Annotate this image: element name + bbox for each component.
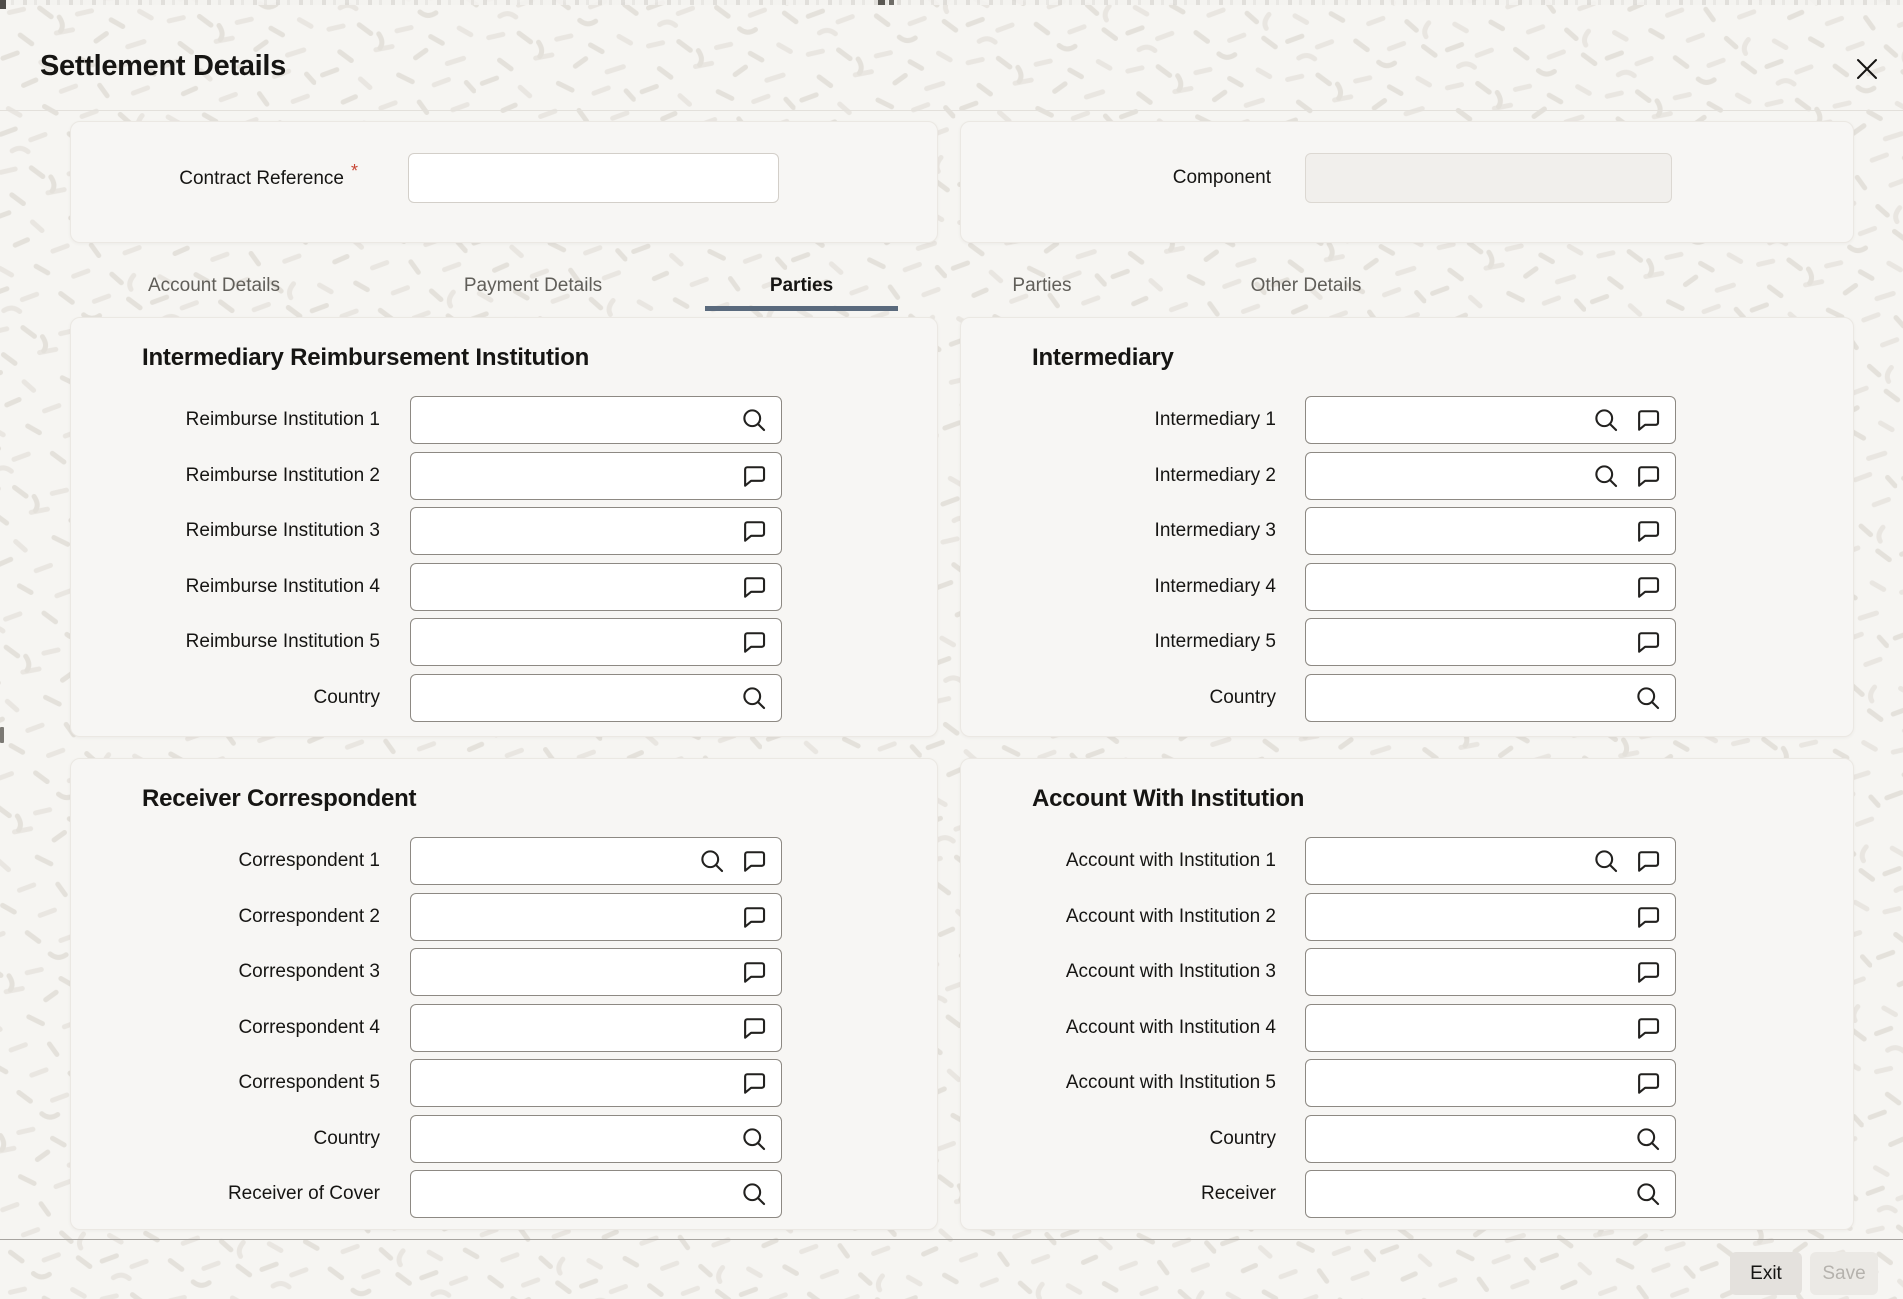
- intermediary-5-input[interactable]: [1305, 618, 1676, 666]
- section-receiver-correspondent: [70, 758, 938, 1230]
- country-input[interactable]: [1305, 674, 1676, 722]
- receiver-of-cover-input[interactable]: [410, 1170, 782, 1218]
- field-label: Reimburse Institution 2: [185, 464, 380, 486]
- top-left-artifact: [0, 0, 6, 9]
- field-input-wrap: [1305, 674, 1676, 722]
- field-input-wrap: [1305, 1004, 1676, 1052]
- account-with-institution-2-input[interactable]: [1305, 893, 1676, 941]
- field-row: [961, 618, 1853, 666]
- field-row: [961, 893, 1853, 941]
- field-row: [961, 507, 1853, 555]
- comment-icon[interactable]: [740, 573, 768, 601]
- field-label: Reimburse Institution 5: [185, 631, 380, 652]
- account-with-institution-5-input[interactable]: [1305, 1059, 1676, 1107]
- field-label: Account with Institution 3: [1065, 961, 1276, 982]
- field-row: [71, 1170, 937, 1218]
- field-input-wrap: [1305, 1115, 1676, 1163]
- field-label: Account with Institution 5: [1065, 1072, 1276, 1093]
- tab-bar: [0, 265, 1903, 317]
- comment-icon[interactable]: [740, 462, 768, 490]
- field-label: Account with Institution 4: [1065, 1016, 1276, 1038]
- comment-icon[interactable]: [1634, 903, 1662, 931]
- field-input-wrap: [1305, 893, 1676, 941]
- field-input-wrap: [1305, 948, 1676, 996]
- receiver-input[interactable]: [1305, 1170, 1676, 1218]
- field-row: [961, 1170, 1853, 1218]
- field-row: [71, 1059, 937, 1107]
- intermediary-1-input[interactable]: [1305, 396, 1676, 444]
- field-row: [71, 507, 937, 555]
- intermediary-3-input[interactable]: [1305, 507, 1676, 555]
- search-icon[interactable]: [1592, 406, 1620, 434]
- field-label: Reimburse Institution 1: [185, 409, 380, 430]
- comment-icon[interactable]: [1634, 958, 1662, 986]
- comment-icon[interactable]: [740, 958, 768, 986]
- comment-icon[interactable]: [1634, 847, 1662, 875]
- field-row: [71, 563, 937, 611]
- field-label: Intermediary 1: [1154, 409, 1276, 430]
- field-label: Intermediary 5: [1154, 631, 1276, 652]
- field-label: Country: [1209, 686, 1276, 708]
- header-divider: [0, 110, 1903, 111]
- account-with-institution-4-input[interactable]: [1305, 1004, 1676, 1052]
- field-row: [961, 1004, 1853, 1052]
- country-input[interactable]: [410, 674, 782, 722]
- field-label: Correspondent 4: [238, 1016, 380, 1038]
- country-input[interactable]: [1305, 1115, 1676, 1163]
- section-intermediary: [960, 317, 1854, 737]
- field-label: Receiver of Cover: [227, 1183, 380, 1204]
- field-row: [71, 948, 937, 996]
- comment-icon[interactable]: [740, 1014, 768, 1042]
- field-input-wrap: [1305, 396, 1676, 444]
- reimburse-institution-4-input[interactable]: [410, 563, 782, 611]
- save-button[interactable]: Save: [1810, 1252, 1878, 1295]
- account-with-institution-3-input[interactable]: [1305, 948, 1676, 996]
- field-row: [71, 452, 937, 500]
- component-card: [960, 121, 1854, 243]
- tab-parties-2[interactable]: Parties: [1012, 275, 1072, 296]
- comment-icon[interactable]: [1634, 517, 1662, 545]
- comment-icon[interactable]: [1634, 628, 1662, 656]
- search-icon[interactable]: [740, 1125, 768, 1153]
- field-row: [71, 893, 937, 941]
- comment-icon[interactable]: [740, 903, 768, 931]
- intermediary-2-input[interactable]: [1305, 452, 1676, 500]
- top-artifact: [889, 0, 894, 5]
- field-input-wrap: [410, 1115, 782, 1163]
- field-input-wrap: [410, 452, 782, 500]
- field-input-wrap: [1305, 507, 1676, 555]
- field-row: [71, 1115, 937, 1163]
- tab-other-details[interactable]: Other Details: [1250, 275, 1362, 296]
- field-input-wrap: [410, 674, 782, 722]
- comment-icon[interactable]: [740, 847, 768, 875]
- field-row: [71, 837, 937, 885]
- field-row: [961, 674, 1853, 722]
- field-label: Receiver: [1201, 1183, 1276, 1204]
- section-intermediary-reimbursement-institution: [70, 317, 938, 737]
- component-label: Component: [1172, 167, 1271, 188]
- section-title: Intermediary: [1032, 344, 1174, 371]
- field-row: [71, 396, 937, 444]
- section-title: Intermediary Reimbursement Institution: [142, 344, 590, 371]
- search-icon[interactable]: [740, 406, 768, 434]
- field-label: Country: [313, 686, 380, 708]
- country-input[interactable]: [410, 1115, 782, 1163]
- comment-icon[interactable]: [740, 517, 768, 545]
- section-title: Receiver Correspondent: [142, 785, 417, 812]
- field-input-wrap: [410, 893, 782, 941]
- comment-icon[interactable]: [740, 1069, 768, 1097]
- footer-divider: [0, 1239, 1903, 1240]
- field-label: Reimburse Institution 3: [185, 520, 380, 541]
- field-input-wrap: [410, 396, 782, 444]
- field-row: [961, 563, 1853, 611]
- correspondent-2-input[interactable]: [410, 893, 782, 941]
- field-row: [71, 618, 937, 666]
- field-row: [961, 452, 1853, 500]
- contract-reference-input[interactable]: [408, 153, 779, 203]
- field-input-wrap: [1305, 1170, 1676, 1218]
- field-label: Correspondent 2: [238, 905, 380, 927]
- comment-icon[interactable]: [740, 628, 768, 656]
- field-row: [71, 674, 937, 722]
- left-edge-artifact: [0, 727, 4, 743]
- field-label: Account with Institution 2: [1065, 905, 1276, 927]
- field-input-wrap: [410, 618, 782, 666]
- search-icon[interactable]: [740, 684, 768, 712]
- tab-account-details[interactable]: Account Details: [147, 275, 280, 296]
- search-icon[interactable]: [698, 847, 726, 875]
- reimburse-institution-5-input[interactable]: [410, 618, 782, 666]
- field-row: [961, 1115, 1853, 1163]
- field-input-wrap: [1305, 618, 1676, 666]
- field-label: Intermediary 3: [1154, 520, 1276, 541]
- comment-icon[interactable]: [1634, 1069, 1662, 1097]
- reimburse-institution-1-input[interactable]: [410, 396, 782, 444]
- tab-parties[interactable]: Parties: [705, 265, 898, 307]
- field-input-wrap: [410, 1004, 782, 1052]
- field-label: Intermediary 4: [1154, 575, 1276, 597]
- correspondent-3-input[interactable]: [410, 948, 782, 996]
- search-icon[interactable]: [1592, 462, 1620, 490]
- search-icon[interactable]: [740, 1180, 768, 1208]
- component-input: [1305, 153, 1672, 203]
- field-input-wrap: [410, 507, 782, 555]
- page-title: Settlement Details: [40, 50, 287, 82]
- field-label: Account with Institution 1: [1065, 850, 1276, 871]
- search-icon[interactable]: [1592, 847, 1620, 875]
- field-label: Country: [1209, 1127, 1276, 1149]
- exit-button[interactable]: Exit: [1730, 1252, 1802, 1295]
- comment-icon[interactable]: [1634, 1014, 1662, 1042]
- field-label: Correspondent 3: [238, 961, 380, 982]
- field-input-wrap: [410, 837, 782, 885]
- comment-icon[interactable]: [1634, 406, 1662, 434]
- required-asterisk: *: [350, 161, 358, 181]
- reimburse-institution-3-input[interactable]: [410, 507, 782, 555]
- field-input-wrap: [410, 1170, 782, 1218]
- page-top-sliver: [0, 0, 1903, 5]
- field-label: Intermediary 2: [1154, 464, 1276, 486]
- contract-reference-label: Contract Reference *: [179, 161, 358, 189]
- field-label: Reimburse Institution 4: [185, 575, 380, 597]
- comment-icon[interactable]: [1634, 462, 1662, 490]
- field-label: Correspondent 5: [238, 1072, 380, 1093]
- field-row: [961, 948, 1853, 996]
- contract-reference-card: [70, 121, 938, 243]
- field-row: [961, 837, 1853, 885]
- section-title: Account With Institution: [1032, 785, 1305, 812]
- intermediary-4-input[interactable]: [1305, 563, 1676, 611]
- field-input-wrap: [1305, 563, 1676, 611]
- correspondent-5-input[interactable]: [410, 1059, 782, 1107]
- search-icon[interactable]: [1634, 684, 1662, 712]
- field-input-wrap: [410, 948, 782, 996]
- field-input-wrap: [1305, 1059, 1676, 1107]
- field-input-wrap: [410, 563, 782, 611]
- field-input-wrap: [1305, 452, 1676, 500]
- account-with-institution-1-input[interactable]: [1305, 837, 1676, 885]
- correspondent-1-input[interactable]: [410, 837, 782, 885]
- correspondent-4-input[interactable]: [410, 1004, 782, 1052]
- section-account-with-institution: [960, 758, 1854, 1230]
- field-row: [961, 1059, 1853, 1107]
- tab-payment-details[interactable]: Payment Details: [463, 275, 603, 296]
- field-label: Correspondent 1: [238, 850, 380, 871]
- reimburse-institution-2-input[interactable]: [410, 452, 782, 500]
- field-input-wrap: [1305, 837, 1676, 885]
- field-label: Country: [313, 1127, 380, 1149]
- field-row: [71, 1004, 937, 1052]
- close-icon[interactable]: [1850, 52, 1884, 86]
- top-artifact: [878, 0, 885, 5]
- search-icon[interactable]: [1634, 1180, 1662, 1208]
- search-icon[interactable]: [1634, 1125, 1662, 1153]
- comment-icon[interactable]: [1634, 573, 1662, 601]
- field-row: [961, 396, 1853, 444]
- field-input-wrap: [410, 1059, 782, 1107]
